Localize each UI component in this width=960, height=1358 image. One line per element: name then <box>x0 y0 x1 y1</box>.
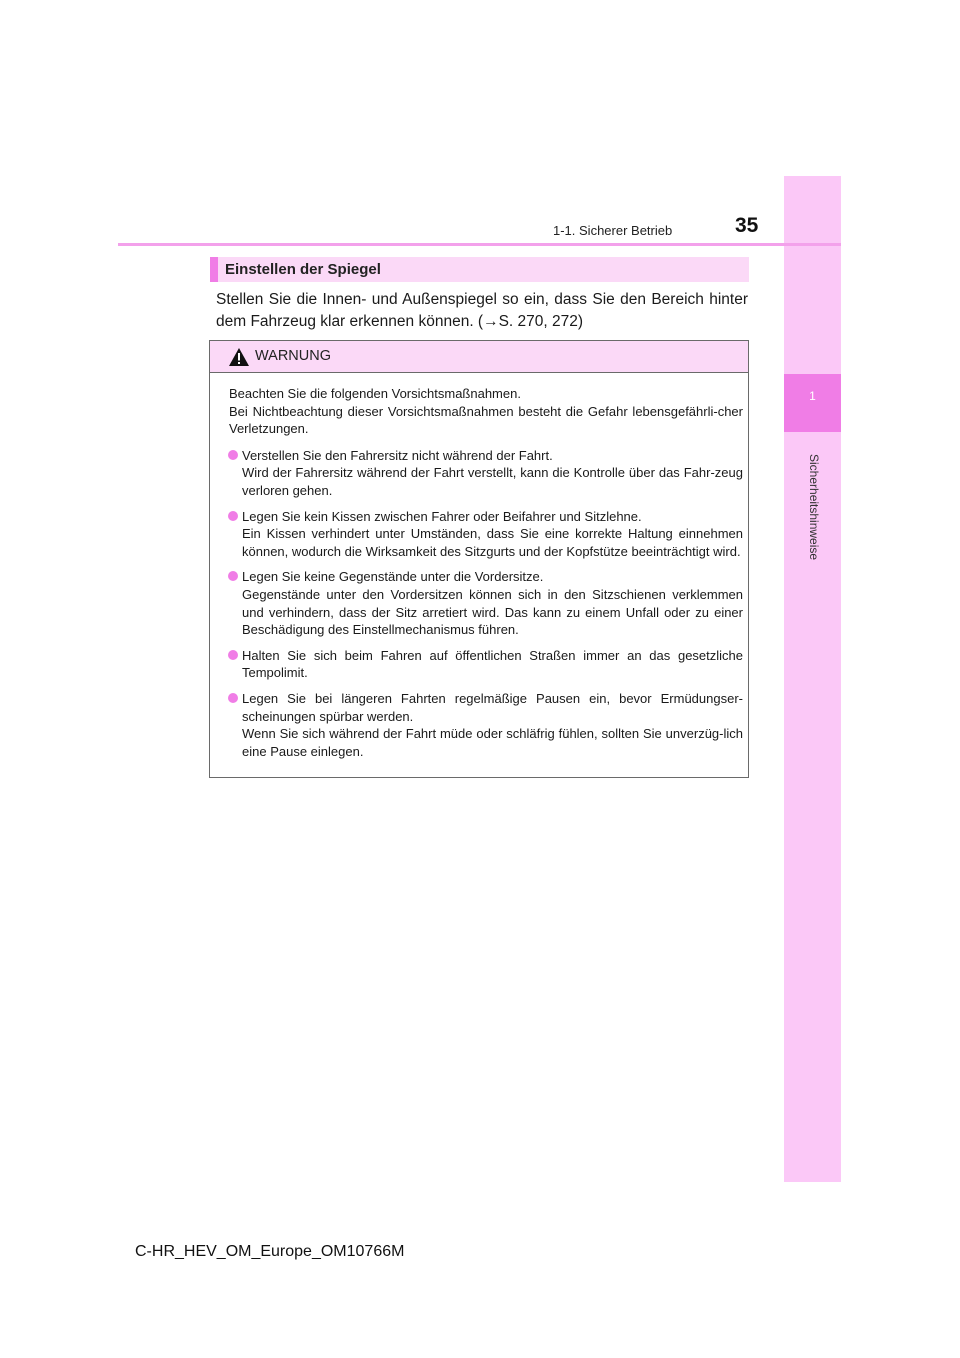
warning-title: WARNUNG <box>255 348 331 364</box>
warning-item-heading: Halten Sie sich beim Fahren auf öffentlichen Straßen immer an das gesetzliche Tempolimit. <box>242 647 743 681</box>
warning-item <box>229 568 743 638</box>
section-heading-bar <box>210 257 218 282</box>
warning-item <box>229 508 743 561</box>
warning-item-heading: Legen Sie bei längeren Fahrten regelmäßige Pausen ein, bevor Ermüdungser-scheinungen spürbar werden. <box>242 690 743 724</box>
warning-header <box>210 341 748 373</box>
warning-item-text: Ein Kissen verhindert unter Umständen, dass Sie eine korrekte Haltung einnehmen können, wodurch die Wirksamkeit des Sitzgurts und der Kopfstütze beeinträchtigt wird. <box>242 526 743 559</box>
running-head: 1-1. Sicherer Betrieb <box>553 223 673 238</box>
warning-item <box>229 647 743 682</box>
warning-item-text: Gegenstände unter den Vordersitzen können sich in den Sitzschienen verklemmen und verhindern, dass der Sitz arretiert wird. Das kann zu einem Unfall oder zu einer Beschädigung des Einstellmechanismus führen. <box>242 586 743 638</box>
bullet-icon <box>228 650 238 660</box>
warning-item-heading: Legen Sie keine Gegenstände unter die Vordersitze. <box>242 569 544 585</box>
header-rule <box>118 243 841 246</box>
warning-item-heading: Legen Sie kein Kissen zwischen Fahrer oder Beifahrer und Sitzlehne. <box>242 508 642 524</box>
warning-item <box>229 690 743 760</box>
warning-item-heading: Verstellen Sie den Fahrersitz nicht während der Fahrt. <box>242 447 553 463</box>
page-number: 35 <box>735 214 759 237</box>
bullet-icon <box>228 693 238 703</box>
chapter-tab[interactable] <box>784 374 841 432</box>
warning-box <box>209 340 749 778</box>
bullet-icon <box>228 571 238 581</box>
intro-paragraph: Stellen Sie die Innen- und Außenspiegel so ein, dass Sie den Bereich hinter dem Fahrzeug klar erkennen können. (→S. 270, 272) <box>216 291 748 330</box>
warning-body <box>229 385 743 768</box>
warning-lead-line: Bei Nichtbeachtung dieser Vorsichtsmaßnahmen besteht die Gefahr lebensgefährli-cher Verletzungen. <box>229 403 743 437</box>
warning-triangle-icon <box>228 347 250 367</box>
section-heading <box>210 257 749 282</box>
section-title: Einstellen der Spiegel <box>225 261 381 278</box>
warning-item-text: Wenn Sie sich während der Fahrt müde oder schläfrig fühlen, sollten Sie unverzüg-lich eine Pause einlegen. <box>242 726 743 759</box>
warning-lead <box>229 385 743 438</box>
document-id: C-HR_HEV_OM_Europe_OM10766M <box>135 1243 405 1260</box>
warning-item <box>229 447 743 500</box>
chapter-label: Sicherheitshinweise <box>807 454 821 561</box>
bullet-icon <box>228 511 238 521</box>
side-strip <box>784 176 841 1182</box>
bullet-icon <box>228 450 238 460</box>
warning-item-text: Wird der Fahrersitz während der Fahrt verstellt, kann die Kontrolle über das Fahr-zeug verloren gehen. <box>242 465 743 498</box>
warning-lead-line: Beachten Sie die folgenden Vorsichtsmaßnahmen. <box>229 386 521 401</box>
chapter-number: 1 <box>809 389 816 403</box>
